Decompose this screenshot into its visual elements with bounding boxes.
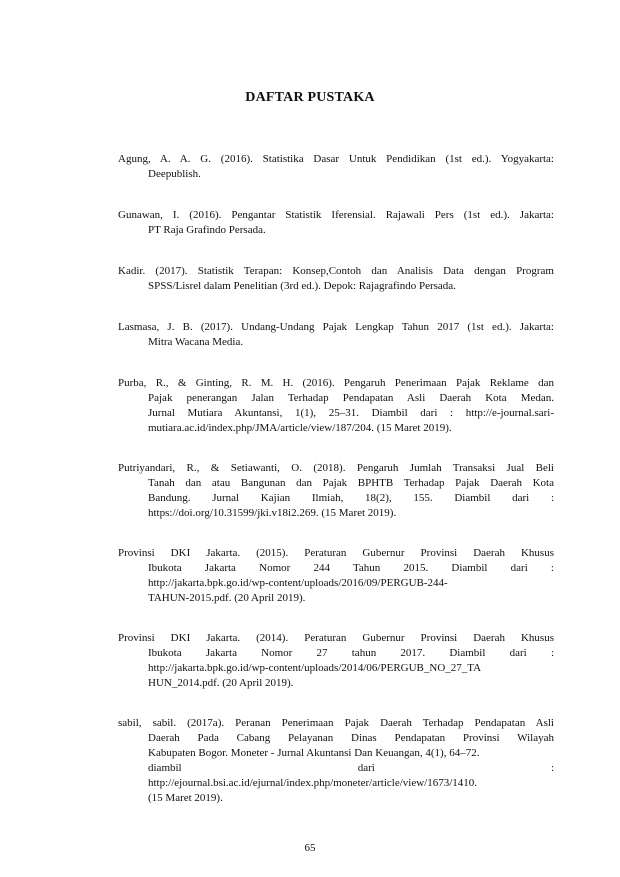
reference-line: Putriyandari, R., & Setiawanti, O. (2018). Pengaruh Jumlah Transaksi Jual Beli [118,462,554,474]
reference-line: Kabupaten Bogor. Moneter - Jurnal Akuntansi Dan Keuangan, 4(1), 64–72. [148,747,480,759]
reference-line: (15 Maret 2019). [148,792,223,804]
reference-line: https://doi.org/10.31599/jki.v18i2.269. (15 Maret 2019). [148,507,397,519]
reference-line: Ibukota Jakarta Nomor 27 tahun 2017. Diambil dari : [148,647,554,659]
reference-line: Agung, A. A. G. (2016). Statistika Dasar Untuk Pendidikan (1st ed.). Yogyakarta: [118,153,554,165]
reference-line: Mitra Wacana Media. [148,336,244,348]
reference-line: PT Raja Grafindo Persada. [148,224,266,236]
reference-line: HUN_2014.pdf. (20 April 2019). [148,677,294,689]
page-title: DAFTAR PUSTAKA [245,90,375,105]
reference-entry [118,376,554,436]
reference-line: Bandung. Jurnal Kajian Ilmiah, 18(2), 155. Diambil dari : [148,492,554,504]
reference-line: http://jakarta.bpk.go.id/wp-content/uploads/2014/06/PERGUB_NO_27_TA [148,662,482,674]
reference-line: Ibukota Jakarta Nomor 244 Tahun 2015. Diambil dari : [148,562,554,574]
reference-entry [118,716,554,806]
reference-line: mutiara.ac.id/index.php/JMA/article/view/187/204. (15 Maret 2019). [148,422,452,434]
reference-entry [118,320,554,350]
reference-line: Deepublish. [148,168,201,180]
reference-entry [118,631,554,691]
reference-entry [118,152,554,182]
reference-line: http://jakarta.bpk.go.id/wp-content/uploads/2016/09/PERGUB-244- [148,577,448,589]
reference-line: Gunawan, I. (2016). Pengantar Statistik Iferensial. Rajawali Pers (1st ed.). Jakarta: [118,209,554,221]
reference-line: sabil, sabil. (2017a). Peranan Penerimaan Pajak Daerah Terhadap Pendapatan Asli [118,717,554,729]
reference-line: Tanah dan atau Bangunan dan Pajak BPHTB Terhadap Pajak Daerah Kota [148,477,554,489]
reference-line: Daerah Pada Cabang Pelayanan Dinas Pendapatan Provinsi Wilayah [148,732,554,744]
reference-entry [118,461,554,521]
reference-line: Pajak penerangan Jalan Terhadap Pendapatan Asli Daerah Kota Medan. [148,392,554,404]
reference-line: Purba, R., & Ginting, R. M. H. (2016). Pengaruh Penerimaan Pajak Reklame dan [118,377,554,389]
reference-entry [118,208,554,238]
reference-entry [118,264,554,294]
reference-line: diambil dari : [148,762,554,774]
reference-line: Provinsi DKI Jakarta. (2014). Peraturan Gubernur Provinsi Daerah Khusus [118,632,554,644]
reference-entry [118,546,554,606]
page-number: 65 [304,842,316,854]
reference-line: TAHUN-2015.pdf. (20 April 2019). [148,592,306,604]
reference-line: SPSS/Lisrel dalam Penelitian (3rd ed.). Depok: Rajagrafindo Persada. [148,280,456,292]
reference-line: Provinsi DKI Jakarta. (2015). Peraturan Gubernur Provinsi Daerah Khusus [118,547,554,559]
reference-line: Jurnal Mutiara Akuntansi, 1(1), 25–31. Diambil dari : http://e-journal.sari- [148,407,554,419]
reference-line: Kadir. (2017). Statistik Terapan: Konsep,Contoh dan Analisis Data dengan Program [118,265,554,277]
reference-line: http://ejournal.bsi.ac.id/ejurnal/index.php/moneter/article/view/1673/1410. [148,777,478,789]
reference-line: Lasmasa, J. B. (2017). Undang-Undang Pajak Lengkap Tahun 2017 (1st ed.). Jakarta: [118,321,554,333]
